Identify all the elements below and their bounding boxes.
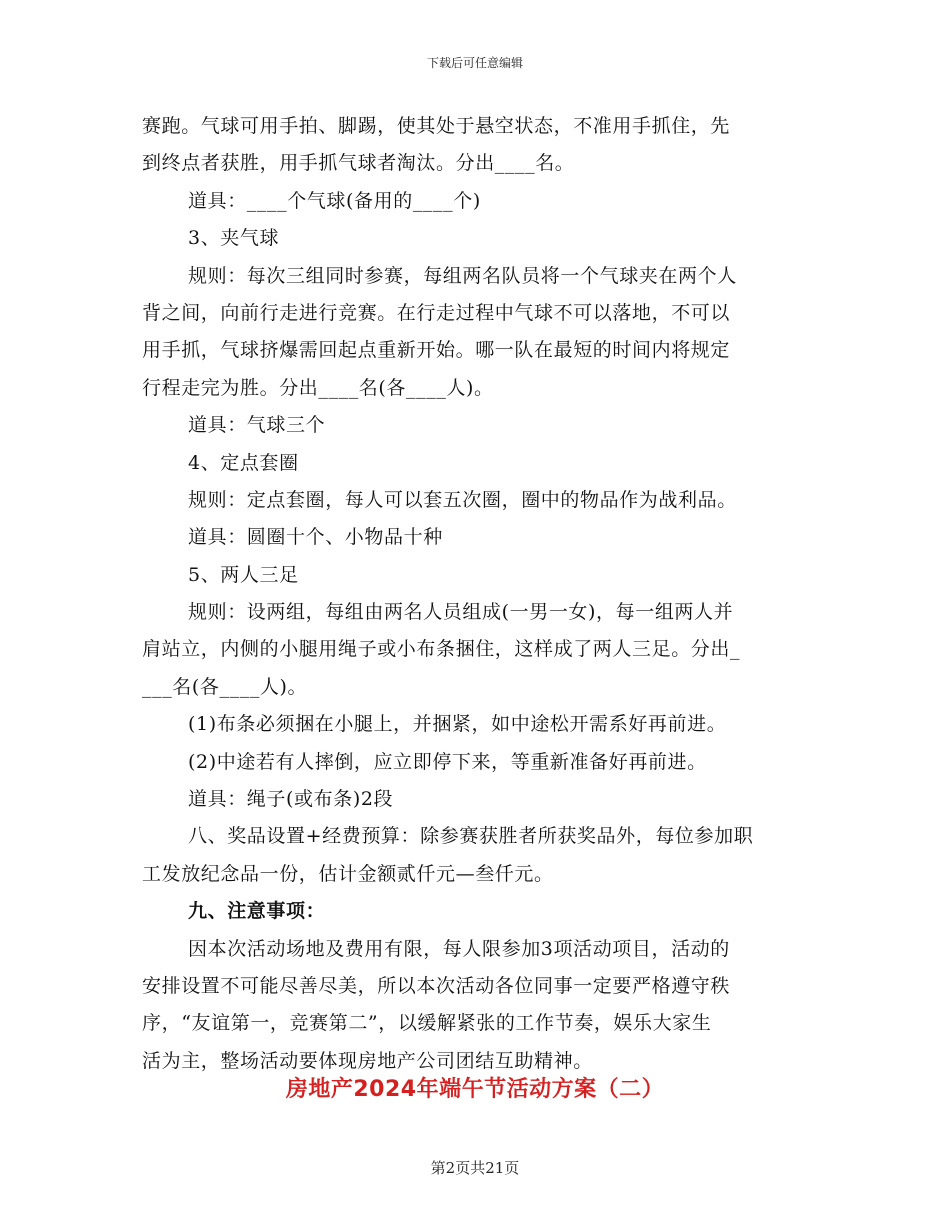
text-line: 肩站立，内侧的小腿用绳子或小布条捆住，这样成了两人三足。分出_ — [142, 638, 741, 661]
text-line: 八、奖品设置+经费预算：除参赛获胜者所获奖品外，每位参加职 — [188, 825, 754, 848]
page-footer: 第2页共21页 — [430, 1159, 520, 1177]
text-line: (1)布条必须捆在小腿上，并捆紧，如中途松开需系好再前进。 — [188, 713, 727, 736]
page-header: 下载后可任意编辑 — [426, 56, 523, 70]
section-heading: 房地产2024年端午节活动方案（二） — [285, 1077, 665, 1102]
text-line: 3、夹气球 — [188, 227, 280, 250]
text-line: (2)中途若有人摔倒，应立即停下来，等重新准备好再前进。 — [188, 750, 707, 773]
text-line: 规则：每次三组同时参赛，每组两名队员将一个气球夹在两个人 — [188, 264, 737, 287]
text-line: 4、定点套圈 — [188, 451, 299, 474]
section-title: 九、注意事项： — [188, 900, 326, 923]
text-line: 规则：定点套圈，每人可以套五次圈，圈中的物品作为战利品。 — [188, 488, 737, 511]
text-line: 5、两人三足 — [188, 563, 299, 586]
text-line: 行程走完为胜。分出____名(各____人)。 — [142, 376, 494, 399]
text-line: 用手抓，气球挤爆需回起点重新开始。哪一队在最短的时间内将规定 — [142, 339, 731, 362]
text-line: 安排设置不可能尽善尽美，所以本次活动各位同事一定要严格遵守秩 — [142, 974, 731, 997]
text-line: 背之间，向前行走进行竞赛。在行走过程中气球不可以落地，不可以 — [142, 301, 731, 324]
text-line: 道具：绳子(或布条)2段 — [188, 788, 394, 811]
text-line: 道具：气球三个 — [188, 414, 326, 437]
text-line: 到终点者获胜，用手抓气球者淘汰。分出____名。 — [142, 152, 575, 175]
document-body — [142, 108, 808, 1080]
text-line: 赛跑。气球可用手拍、脚踢，使其处于悬空状态，不准用手抓住，先 — [142, 115, 731, 137]
text-line: 道具：____个气球(备用的____个) — [188, 189, 481, 212]
text-line: 因本次活动场地及费用有限，每人限参加3项活动项目，活动的 — [188, 937, 730, 960]
text-line: 活为主，整场活动要体现房地产公司团结互助精神。 — [142, 1049, 593, 1072]
text-line: ___名(各____人)。 — [142, 675, 308, 698]
text-line: 序，“友谊第一，竞赛第二”，以缓解紧张的工作节奏，娱乐大家生 — [142, 1012, 712, 1035]
text-line: 道具：圆圈十个、小物品十种 — [188, 526, 443, 549]
text-line: 规则：设两组，每组由两名人员组成(一男一女)，每一组两人并 — [188, 601, 734, 624]
text-line: 工发放纪念品一份，估计金额贰仟元—叁仟元。 — [142, 862, 554, 885]
